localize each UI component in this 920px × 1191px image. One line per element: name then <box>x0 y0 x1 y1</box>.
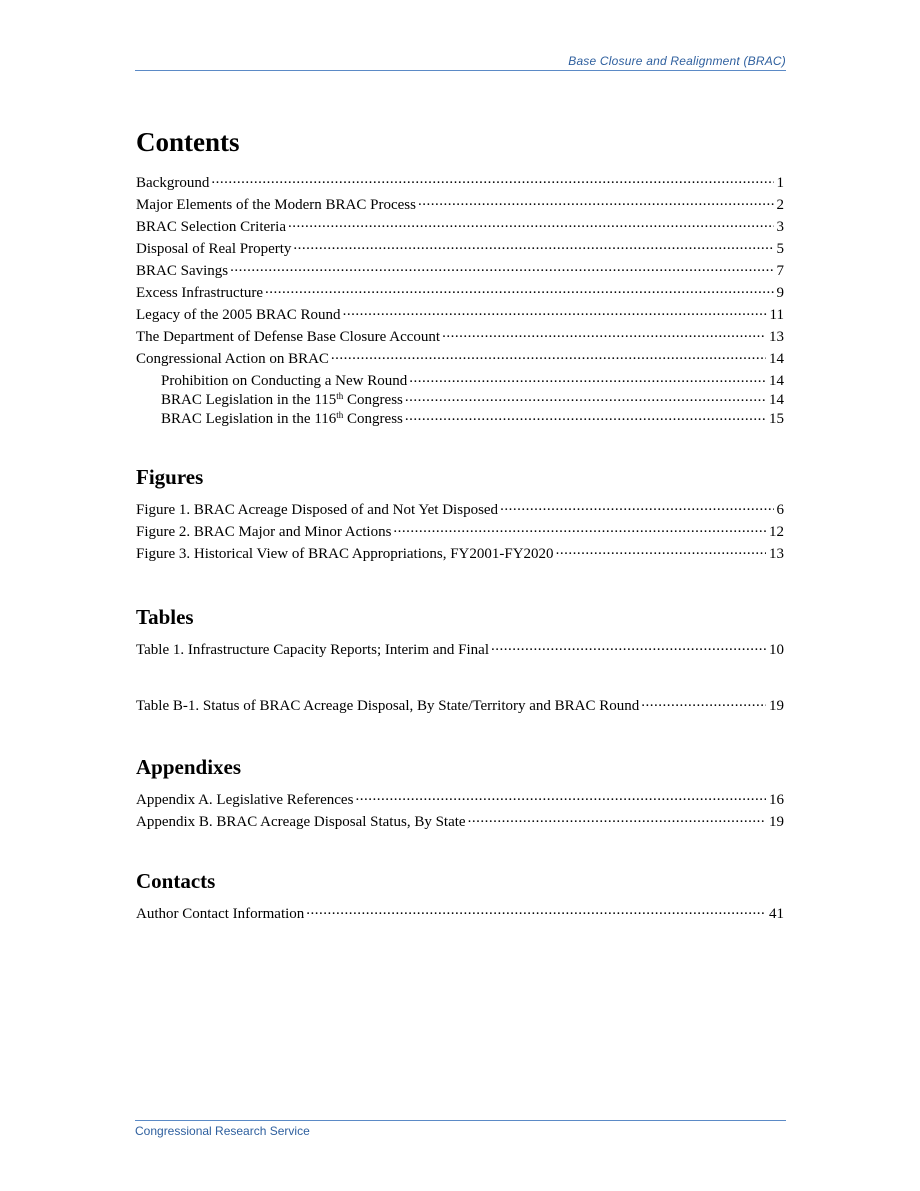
header-title: Base Closure and Realignment (BRAC) <box>568 54 786 68</box>
toc-appendix-a[interactable]: Appendix A. Legislative References ..... 16 <box>136 789 784 811</box>
toc-entry-background[interactable]: Background ..... 1 <box>136 172 784 194</box>
table-of-contents <box>136 124 784 925</box>
appendixes-heading: Appendixes <box>136 755 242 779</box>
toc-subentry-116th[interactable]: BRAC Legislation in the 116th Congress ..... 15 <box>136 408 784 427</box>
toc-subentry-115th[interactable]: BRAC Legislation in the 115th Congress ..... 14 <box>136 389 784 408</box>
toc-table-b1[interactable]: Table B-1. Status of BRAC Acreage Disposal, By State/Territory and BRAC Round ..... 19 <box>136 695 784 717</box>
toc-entry-major-elements[interactable]: Major Elements of the Modern BRAC Process ..... 2 <box>136 194 784 216</box>
toc-figure-3[interactable]: Figure 3. Historical View of BRAC Appropriations, FY2001-FY2020 ..... 13 <box>136 543 784 565</box>
toc-entry-legacy-2005[interactable]: Legacy of the 2005 BRAC Round ..... 11 <box>136 304 784 326</box>
toc-entry-savings[interactable]: BRAC Savings ..... 7 <box>136 260 784 282</box>
toc-figure-1[interactable]: Figure 1. BRAC Acreage Disposed of and Not Yet Disposed ..... 6 <box>136 499 784 521</box>
toc-appendix-b[interactable]: Appendix B. BRAC Acreage Disposal Status, By State ..... 19 <box>136 811 784 833</box>
page-header <box>135 54 786 71</box>
figures-heading: Figures <box>136 465 204 489</box>
figures-section <box>136 463 784 565</box>
page-footer <box>135 1120 786 1138</box>
contacts-section <box>136 867 784 925</box>
toc-figure-2[interactable]: Figure 2. BRAC Major and Minor Actions ..... 12 <box>136 521 784 543</box>
tables-section <box>136 603 784 717</box>
toc-subentry-prohibition[interactable]: Prohibition on Conducting a New Round ..... 14 <box>136 370 784 389</box>
toc-entry-disposal[interactable]: Disposal of Real Property ..... 5 <box>136 238 784 260</box>
tables-heading: Tables <box>136 605 194 629</box>
appendixes-section <box>136 753 784 833</box>
contents-heading: Contents <box>136 127 240 157</box>
toc-entry-closure-account[interactable]: The Department of Defense Base Closure Account ..... 13 <box>136 326 784 348</box>
toc-entry-congressional-action[interactable]: Congressional Action on BRAC ..... 14 <box>136 348 784 370</box>
toc-author-contact[interactable]: Author Contact Information ..... 41 <box>136 903 784 925</box>
contents-section <box>136 124 784 427</box>
toc-entry-selection-criteria[interactable]: BRAC Selection Criteria ..... 3 <box>136 216 784 238</box>
toc-table-1[interactable]: Table 1. Infrastructure Capacity Reports; Interim and Final ..... 10 <box>136 639 784 661</box>
toc-entry-excess-infrastructure[interactable]: Excess Infrastructure ..... 9 <box>136 282 784 304</box>
contacts-heading: Contacts <box>136 869 216 893</box>
footer-text: Congressional Research Service <box>135 1124 310 1138</box>
